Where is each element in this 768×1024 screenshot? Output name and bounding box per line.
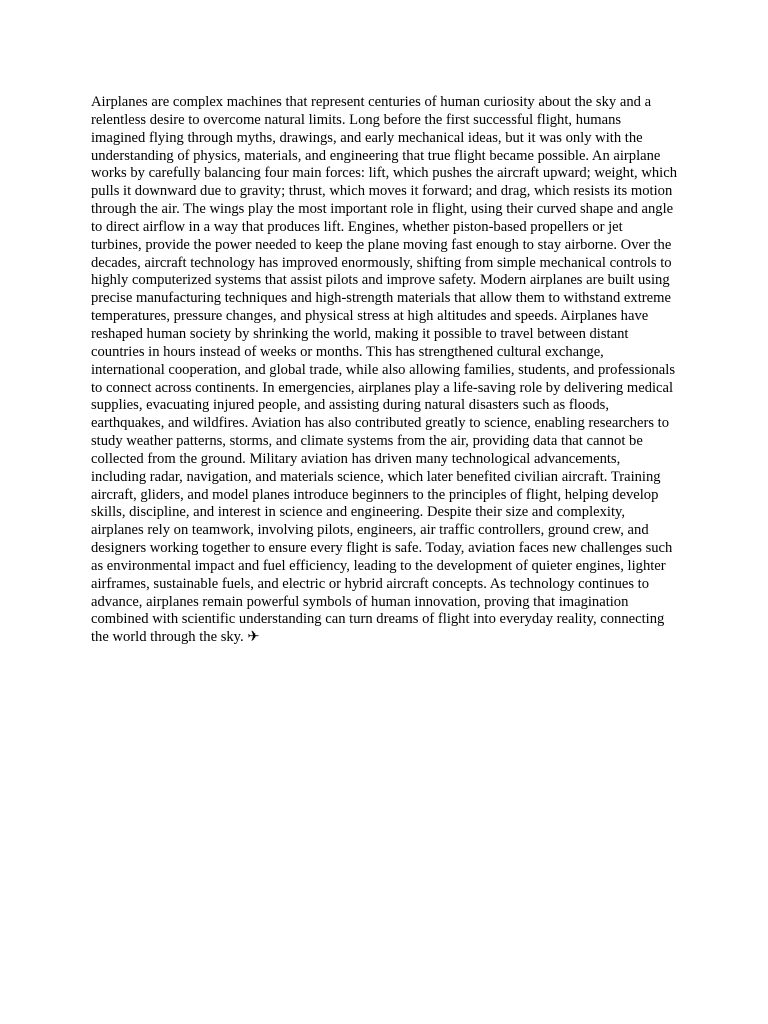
body-paragraph: Airplanes are complex machines that represent centuries of human curiosity about the sky and a relentless desire to overcome natural limits. Long before the first successful flight, humans imagined flying through myths, drawings, and early mechanical ideas, but it was only with the understanding of physics, materials, and engineering that true flight became possible. An airplane works by carefully balancing four main forces: lift, which pushes the aircraft upward; weight, which pulls it downward due to gravity; thrust, which moves it forward; and drag, which resists its motion through the air. The wings play the most important role in flight, using their curved shape and angle to direct airflow in a way that produces lift. Engines, whether piston-based propellers or jet turbines, provide the power needed to keep the plane moving fast enough to stay airborne. Over the decades, aircraft technology has improved enormously, shifting from simple mechanical controls to highly computerized systems that assist pilots and improve safety. Modern airplanes are built using precise manufacturing techniques and high-strength materials that allow them to withstand extreme temperatures, pressure changes, and physical stress at high altitudes and speeds. Airplanes have reshaped human society by shrinking the world, making it possible to travel between distant countries in hours instead of weeks or months. This has strengthened cultural exchange, international cooperation, and global trade, while also allowing families, students, and professionals to connect across continents. In emergencies, airplanes play a life-saving role by delivering medical supplies, evacuating injured people, and assisting during natural disasters such as floods, earthquakes, and wildfires. Aviation has also contributed greatly to science, enabling researchers to study weather patterns, storms, and climate systems from the air, providing data that cannot be collected from the ground. Military aviation has driven many technological advancements, including radar, navigation, and materials science, which later benefited civilian aircraft. Training aircraft, gliders, and model planes introduce beginners to the principles of flight, helping develop skills, discipline, and interest in science and engineering. Despite their size and complexity, airplanes rely on teamwork, involving pilots, engineers, air traffic controllers, ground crew, and designers working together to ensure every flight is safe. Today, aviation faces new challenges such as environmental impact and fuel efficiency, leading to the development of quieter engines, lighter airframes, sustainable fuels, and electric or hybrid aircraft concepts. As technology continues to advance, airplanes remain powerful symbols of human innovation, proving that imagination combined with scientific understanding can turn dreams of flight into everyday reality, connecting the world through the sky. ✈ xyxy=(91,94,677,646)
